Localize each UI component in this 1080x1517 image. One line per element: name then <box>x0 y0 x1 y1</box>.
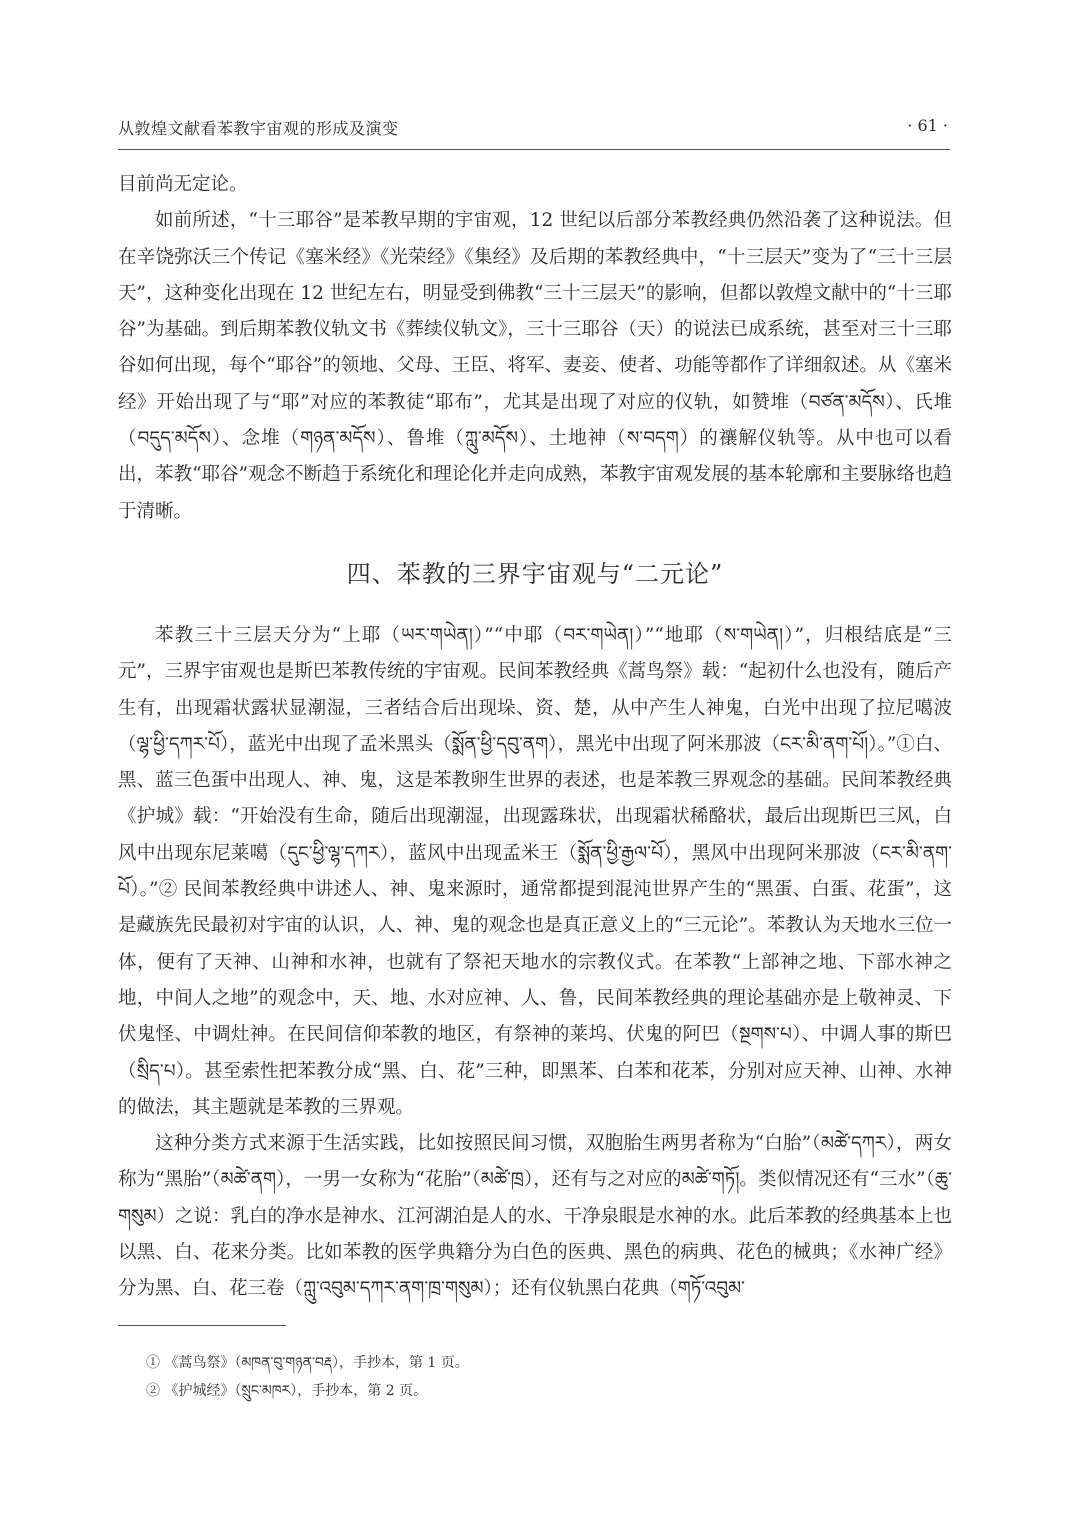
header-divider <box>118 149 950 150</box>
paragraph: 苯教三十三层天分为“上耶（ཡར་གཡེན།）”“中耶（བར་གཡེན།）”“地耶（ས་གཡེན།）”，归根结底是“三元”，三界宇宙观也是斯巴苯教传统的宇宙观。民间苯教经典《蒿鸟祭》载：“起初什么也没有，随后产生有，出现霜状露状显潮湿，三者结合后出现垛、资、楚，从中产生人神鬼，白光中出现了拉尼噶波（ལྷ་ཕྱི་དཀར་པོ），蓝光中出现了孟米黑头（སྨོན་ཕྱི་དབུ་ནག），黑光中出现了阿米那波（ངར་མི་ནག་པོ།）。”①白、黑、蓝三色蛋中出现人、神、鬼，这是苯教卵生世界的表述，也是苯教三界观念的基础。民间苯教经典《护城》载：“开始没有生命，随后出现潮湿，出现露珠状，出现霜状稀酪状，最后出现斯巴三风，白风中出现东尼莱噶（དུང་ཕྱི་ལྷ་དཀར），蓝风中出现孟米王（སྨོན་ཕྱི་རྒྱལ་པོ），黑风中出现阿米那波（ངར་མི་ནག་པོ）。”② 民间苯教经典中讲述人、神、鬼来源时，通常都提到混沌世界产生的“黑蛋、白蛋、花蛋”，这是藏族先民最初对宇宙的认识，人、神、鬼的观念也是真正意义上的“三元论”。苯教认为天地水三位一体，便有了天神、山神和水神，也就有了祭祀天地水的宗教仪式。在苯教“上部神之地、下部水神之地，中间人之地”的观念中，天、地、水对应神、人、鲁，民间苯教经典的理论基础亦是上敬神灵、下伏鬼怪、中调灶神。在民间信仰苯教的地区，有祭神的莱坞、伏鬼的阿巴（སྔགས་པ）、中调人事的斯巴（སྲིད་པ）。甚至索性把苯教分成“黑、白、花”三种，即黑苯、白苯和花苯，分别对应天神、山神、水神的做法，其主题就是苯教的三界观。 <box>118 624 952 1118</box>
footnote-1: ① 《蒿鸟祭》（མཁན་བུ་གཉན་བརྡ），手抄本，第 1 页。 <box>146 1355 469 1371</box>
main-text <box>118 167 952 1308</box>
section-heading: 四、苯教的三界宇宙观与“二元论” <box>346 559 724 588</box>
paragraph-continuation: 目前尚无定论。 <box>118 174 248 195</box>
page-number: · 61 · <box>907 116 948 135</box>
running-header <box>118 114 950 146</box>
paragraph: 这种分类方式来源于生活实践，比如按照民间习惯，双胞胎生两男者称为“白胎”（མཚེ་དཀར），两女称为“黑胎”（མཚེ་ནག），一男一女称为“花胎”（མཚེ་ཁྲ），还有与之对应的མཚེ་གཏོ།。类似情况还有“三水”（ཆུ་གསུམ）之说：乳白的净水是神水、江河湖泊是人的水、干净泉眼是水神的水。此后苯教的经典基本上也以黑、白、花来分类。比如苯教的医学典籍分为白色的医典、黑色的病典、花色的械典；《水神广经》分为黑、白、花三卷（ཀླུ་འབུམ་དཀར་ནག་ཁྲ་གསུམ）；还有仪轨黑白花典（གཏོ་འབུམ་ <box>118 1133 953 1300</box>
footnote-2: ② 《护城经》（སྲུང་མཁར），手抄本，第 2 页。 <box>146 1383 428 1399</box>
footnotes <box>146 1349 946 1405</box>
running-header-title: 从敦煌文献看苯教宇宙观的形成及演变 <box>118 119 399 138</box>
footnote-divider <box>118 1325 286 1326</box>
paragraph: 如前所述，“十三耶谷”是苯教早期的宇宙观，12 世纪以后部分苯教经典仍然沿袭了这种说法。但在辛饶弥沃三个传记《塞米经》《光荣经》《集经》及后期的苯教经典中，“十三层天”变为了“三十三层天”，这种变化出现在 12 世纪左右，明显受到佛教“三十三层天”的影响，但都以敦煌文献中的“十三耶谷”为基础。到后期苯教仪轨文书《葬续仪轨文》，三十三耶谷（天）的说法已成系统，甚至对三十三耶谷如何出现，每个“耶谷”的领地、父母、王臣、将军、妻妾、使者、功能等都作了详细叙述。从《塞米经》开始出现了与“耶”对应的苯教徒“耶布”，尤其是出现了对应的仪轨，如赞堆（བཙན་མདོས）、氏堆（བདུད་མདོས）、念堆（གཉན་མདོས）、鲁堆（ཀླུ་མདོས）、土地神（ས་བདག）的禳解仪轨等。从中也可以看出，苯教“耶谷”观念不断趋于系统化和理论化并走向成熟，苯教宇宙观发展的基本轮廓和主要脉络也趋于清晰。 <box>118 210 952 522</box>
